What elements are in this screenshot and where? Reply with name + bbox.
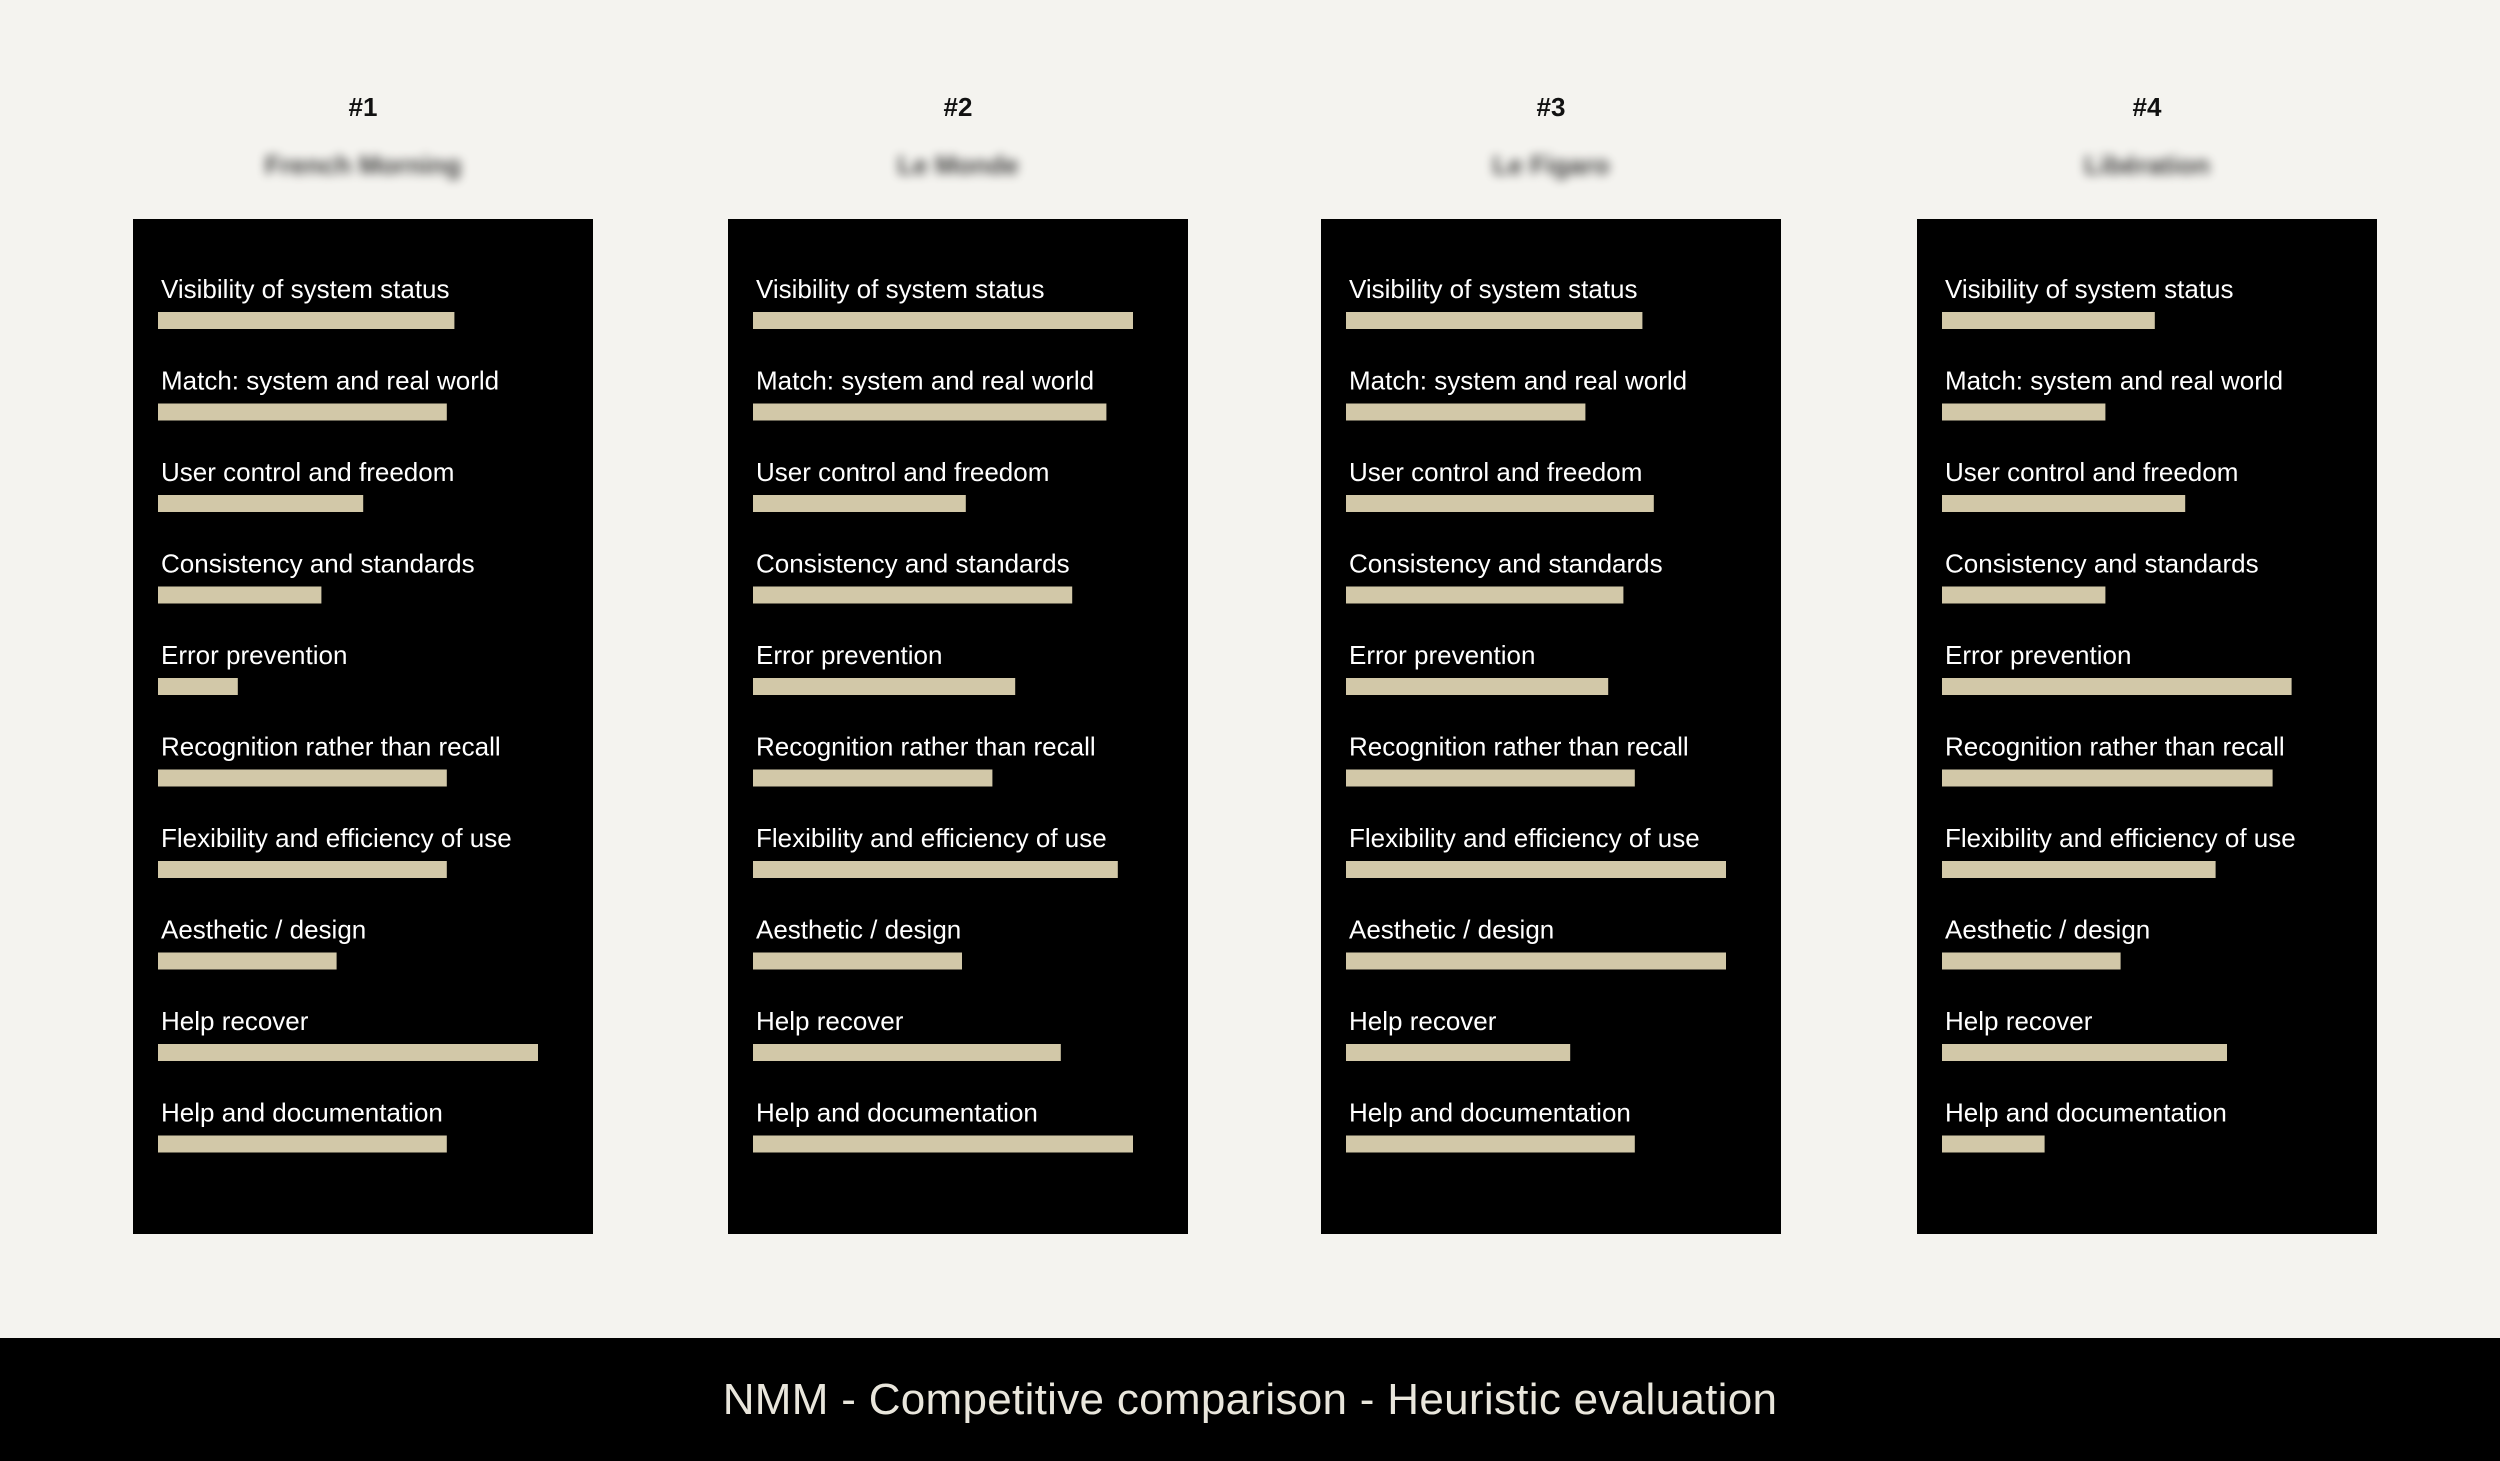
- score-bar: [753, 953, 962, 970]
- score-bar: [1942, 312, 2155, 329]
- heuristic-label: Aesthetic / design: [1349, 914, 1555, 945]
- score-bar: [1346, 1044, 1570, 1061]
- heuristic-label: Consistency and standards: [1349, 548, 1663, 579]
- heuristic-label: Help and documentation: [1349, 1097, 1631, 1128]
- rank-label: #3: [1536, 92, 1566, 122]
- score-bar: [753, 587, 1072, 604]
- score-bar: [1942, 587, 2105, 604]
- score-bar: [753, 678, 1015, 695]
- heuristic-panel: [133, 219, 593, 1234]
- score-bar: [158, 587, 321, 604]
- heuristic-label: Consistency and standards: [756, 548, 1070, 579]
- score-bar: [1346, 1136, 1635, 1153]
- site-name: Le Monde: [897, 150, 1019, 180]
- heuristic-label: Help and documentation: [1945, 1097, 2227, 1128]
- score-bar: [1942, 495, 2185, 512]
- score-bar: [1942, 770, 2273, 787]
- heuristic-label: Error prevention: [1349, 640, 1536, 670]
- score-bar: [158, 495, 363, 512]
- score-bar: [1346, 495, 1654, 512]
- heuristic-label: Match: system and real world: [161, 365, 500, 396]
- score-bar: [1346, 587, 1623, 604]
- score-bar: [1346, 312, 1642, 329]
- score-bar: [753, 861, 1118, 878]
- score-bar: [753, 404, 1106, 421]
- rank-label: #4: [2132, 92, 2162, 122]
- heuristic-label: Help recover: [1349, 1006, 1497, 1036]
- site-name: French Morning: [264, 150, 462, 180]
- heuristic-label: Visibility of system status: [756, 274, 1045, 304]
- score-bar: [1942, 953, 2121, 970]
- rank-label: #2: [943, 92, 973, 122]
- heuristic-label: Match: system and real world: [1945, 365, 2284, 396]
- score-bar: [1942, 861, 2216, 878]
- heuristic-label: Flexibility and efficiency of use: [1349, 823, 1700, 853]
- heuristic-label: Error prevention: [1945, 640, 2132, 670]
- score-bar: [753, 770, 992, 787]
- bar-chart: [1917, 219, 2377, 1234]
- score-bar: [158, 678, 238, 695]
- heuristic-label: Aesthetic / design: [1945, 914, 2151, 945]
- heuristic-label: User control and freedom: [1349, 457, 1643, 487]
- rank-label: #1: [348, 92, 378, 122]
- heuristic-label: Recognition rather than recall: [161, 731, 501, 762]
- score-bar: [158, 861, 447, 878]
- heuristic-label: Help recover: [161, 1006, 309, 1036]
- score-bar: [158, 1136, 447, 1153]
- site-name: Le Figaro: [1492, 150, 1610, 180]
- heuristic-label: Visibility of system status: [161, 274, 450, 304]
- score-bar: [1942, 1136, 2045, 1153]
- heuristic-label: User control and freedom: [161, 457, 455, 487]
- footer-title: NMM - Competitive comparison - Heuristic evaluation: [0, 1338, 2500, 1461]
- heuristic-label: Visibility of system status: [1945, 274, 2234, 304]
- heuristic-label: Visibility of system status: [1349, 274, 1638, 304]
- bar-chart: [1321, 219, 1781, 1234]
- score-bar: [158, 770, 447, 787]
- score-bar: [158, 1044, 538, 1061]
- heuristic-label: User control and freedom: [1945, 457, 2239, 487]
- score-bar: [1942, 1044, 2227, 1061]
- heuristic-label: Recognition rather than recall: [1945, 731, 2285, 762]
- heuristic-panel: [728, 219, 1188, 1234]
- heuristic-label: Error prevention: [756, 640, 943, 670]
- score-bar: [753, 1136, 1133, 1153]
- heuristic-label: Flexibility and efficiency of use: [161, 823, 512, 853]
- heuristic-label: Flexibility and efficiency of use: [756, 823, 1107, 853]
- site-name: Libération: [2084, 150, 2210, 180]
- bar-chart: [133, 219, 593, 1234]
- heuristic-panel: [1917, 219, 2377, 1234]
- bar-chart: [728, 219, 1188, 1234]
- heuristic-label: Consistency and standards: [1945, 548, 2259, 579]
- score-bar: [1346, 770, 1635, 787]
- score-bar: [1346, 678, 1608, 695]
- score-bar: [753, 495, 966, 512]
- heuristic-label: Error prevention: [161, 640, 348, 670]
- score-bar: [1346, 861, 1726, 878]
- heuristic-panel: [1321, 219, 1781, 1234]
- score-bar: [158, 953, 337, 970]
- heuristic-label: Consistency and standards: [161, 548, 475, 579]
- heuristic-label: Match: system and real world: [1349, 365, 1688, 396]
- heuristic-label: Help and documentation: [161, 1097, 443, 1128]
- heuristic-label: Help recover: [1945, 1006, 2093, 1036]
- score-bar: [158, 312, 454, 329]
- score-bar: [1942, 678, 2292, 695]
- score-bar: [158, 404, 447, 421]
- score-bar: [753, 312, 1133, 329]
- score-bar: [753, 1044, 1061, 1061]
- score-bar: [1346, 953, 1726, 970]
- heuristic-label: Match: system and real world: [756, 365, 1095, 396]
- heuristic-label: Flexibility and efficiency of use: [1945, 823, 2296, 853]
- heuristic-label: User control and freedom: [756, 457, 1050, 487]
- heuristic-label: Recognition rather than recall: [756, 731, 1096, 762]
- heuristic-label: Aesthetic / design: [756, 914, 962, 945]
- heuristic-label: Recognition rather than recall: [1349, 731, 1689, 762]
- heuristic-label: Aesthetic / design: [161, 914, 367, 945]
- heuristic-label: Help recover: [756, 1006, 904, 1036]
- heuristic-label: Help and documentation: [756, 1097, 1038, 1128]
- score-bar: [1942, 404, 2105, 421]
- score-bar: [1346, 404, 1585, 421]
